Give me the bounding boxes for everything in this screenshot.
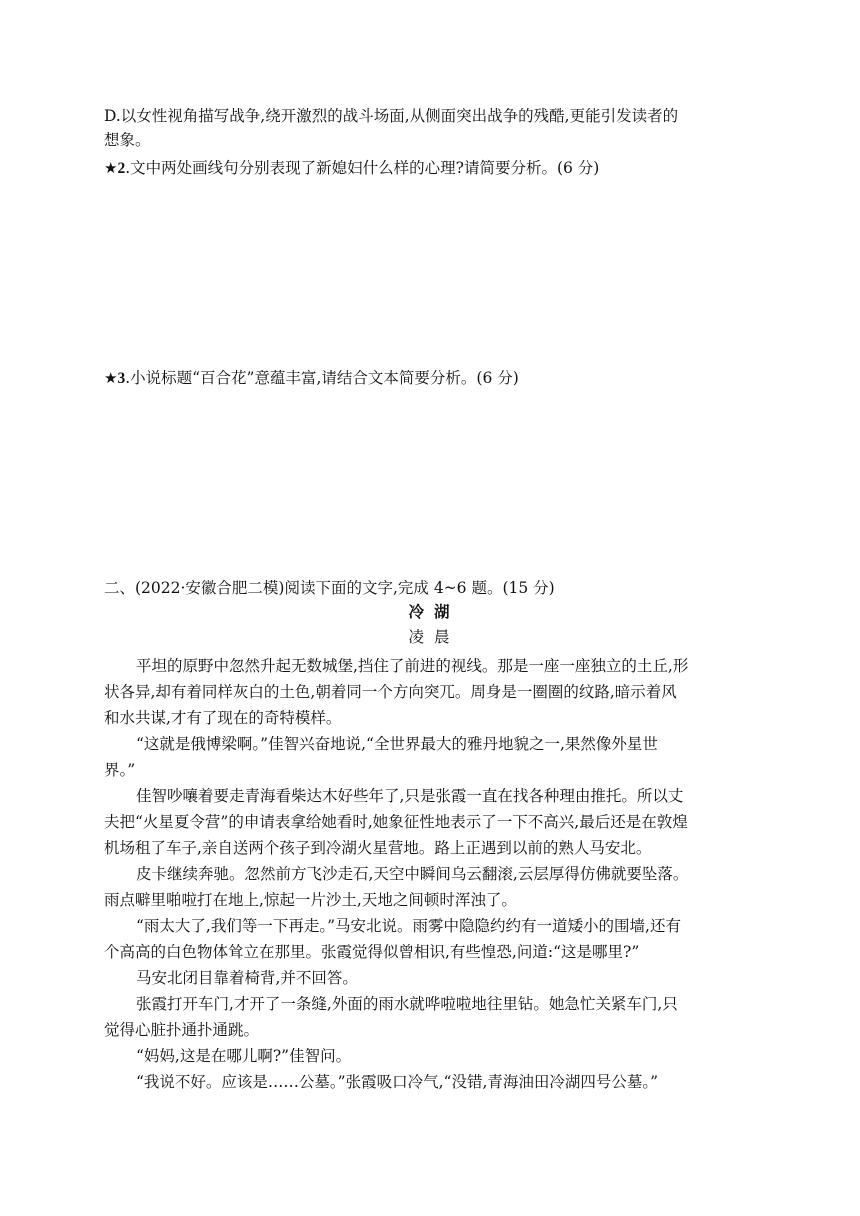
question-2-text: .文中两处画线句分别表现了新媳妇什么样的心理?请简要分析。(6 分)	[125, 159, 600, 177]
passage-line: 皮卡继续奔驰。忽然前方飞沙走石,天空中瞬间乌云翻滚,云层厚得仿佛就要坠落。	[136, 865, 689, 883]
question-2-number: 2	[117, 160, 126, 177]
option-d-line-1: D.以女性视角描写战争,绕开激烈的战斗场面,从侧面突出战争的残酷,更能引发读者的	[104, 107, 679, 125]
option-d-line-2: 想象。	[104, 131, 151, 149]
question-3-number: 3	[117, 370, 126, 387]
passage-line: 佳智吵嚷着要走青海看柴达木好些年了,只是张霞一直在找各种理由推托。所以丈	[136, 787, 684, 805]
passage-line: 张霞打开车门,才开了一条缝,外面的雨水就哗啦啦地往里钻。她急忙关紧车门,只	[136, 995, 678, 1013]
passage-line: 雨点噼里啪啦打在地上,惊起一片沙土,天地之间顿时浑浊了。	[104, 891, 517, 909]
question-3	[104, 366, 764, 391]
passage-line: 和水共谋,才有了现在的奇特模样。	[104, 709, 342, 727]
star-icon: ★	[104, 369, 118, 387]
passage-line: 机场租了车子,亲自送两个孩子到冷湖火星营地。路上正遇到以前的熟人马安北。	[104, 839, 652, 857]
passage-line: 平坦的原野中忽然升起无数城堡,挡住了前进的视线。那是一座一座独立的土丘,形	[136, 657, 689, 675]
passage-title: 冷湖	[408, 602, 460, 621]
passage-line: 界。”	[104, 761, 136, 779]
star-icon: ★	[104, 159, 118, 177]
passage-line: 个高高的白色物体耸立在那里。张霞觉得似曾相识,有些惶恐,问道:“这是哪里?”	[104, 943, 640, 961]
passage-author: 凌晨	[408, 628, 460, 646]
passage-line: “这就是俄博梁啊。”佳智兴奋地说,“全世界最大的雅丹地貌之一,果然像外星世	[136, 735, 658, 753]
question-2	[104, 156, 764, 181]
passage-line: 夫把“火星夏令营”的申请表拿给她看时,她象征性地表示了一下不高兴,最后还是在敦煌	[104, 813, 688, 831]
passage-line: 觉得心脏扑通扑通跳。	[104, 1021, 260, 1039]
passage-line: “妈妈,这是在哪儿啊?”佳智问。	[136, 1047, 352, 1065]
passage-line: 状各异,却有着同样灰白的土色,朝着同一个方向突兀。周身是一圈圈的纹路,暗示着风	[104, 683, 677, 701]
passage-line: “我说不好。应该是……公墓。”张霞吸口冷气,“没错,青海油田冷湖四号公墓。”	[136, 1073, 659, 1091]
passage-line: “雨太大了,我们等一下再走。”马安北说。雨雾中隐隐约约有一道矮小的围墙,还有	[136, 917, 681, 935]
section-2-heading: 二、(2022·安徽合肥二模)阅读下面的文字,完成 4~6 题。(15 分)	[104, 579, 555, 597]
question-3-text: .小说标题“百合花”意蕴丰富,请结合文本简要分析。(6 分)	[125, 369, 519, 387]
passage-line: 马安北闭目靠着椅背,并不回答。	[136, 969, 358, 987]
